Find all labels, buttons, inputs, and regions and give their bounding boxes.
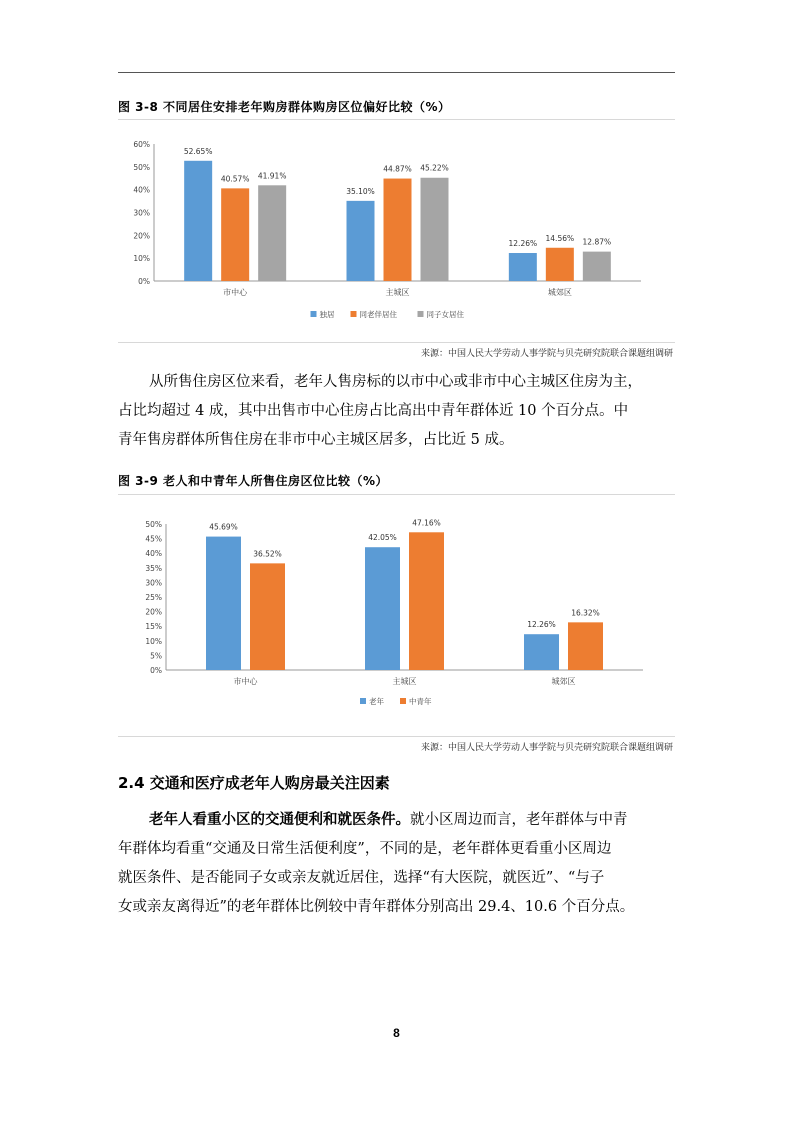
y-tick-label: 10% [133,254,150,264]
data-label: 16.32% [571,608,600,618]
y-tick-label: 25% [145,593,162,602]
y-tick-label: 15% [145,622,162,632]
paragraph-line: 就医条件、是否能同子女或亲友就近居住，选择“有大医院，就医近”、“与子 [118,870,605,886]
data-label: 12.26% [527,620,556,630]
data-label: 42.05% [368,533,397,543]
legend-swatch [351,311,357,317]
data-label: 12.87% [582,237,612,247]
x-category-label: 市中心 [223,288,248,297]
body-paragraph [118,806,678,922]
data-label: 52.65% [183,146,213,156]
x-category-label: 城郊区 [547,288,572,297]
bar [509,253,537,281]
data-label: 47.16% [412,518,441,528]
figure-source: 来源：中国人民大学劳动人事学院与贝壳研究院联合课题组调研 [420,349,673,359]
figure-bottom-rule [118,736,675,737]
data-label: 12.26% [508,239,538,249]
legend-swatch [311,311,317,317]
paragraph-line: 从所售住房区位来看，老年人售房标的以市中心或非市中心主城区住房为主， [149,374,642,390]
bar [583,252,611,281]
y-tick-label: 35% [145,563,162,573]
y-tick-label: 30% [133,208,150,218]
bar [221,188,249,281]
bar [546,248,574,281]
legend-label: 中青年 [409,697,432,706]
data-label: 44.87% [383,164,412,174]
paragraph-line: 年群体均看重“交通及日常生活便利度”，不同的是，老年群体更看重小区周边 [118,841,612,857]
bar [421,178,449,281]
data-label: 45.22% [420,163,449,173]
figure-title: 图 3-9 老人和中青年人所售住房区位比较（%） [118,474,389,488]
legend-swatch [418,311,424,317]
figure-bottom-rule [118,342,675,343]
data-label: 14.56% [545,233,575,243]
paragraph-line: 女或亲友离得近”的老年群体比例较中青年群体分别高出 29.4、10.6 个百分点。 [118,899,635,915]
x-category-label: 主城区 [392,677,417,686]
y-tick-label: 60% [133,140,150,149]
y-tick-label: 0% [138,277,150,286]
bar [250,563,285,670]
legend-label: 老年 [369,697,384,706]
bar [258,185,286,281]
x-category-label: 城郊区 [551,677,576,686]
page-number: 8 [393,1026,400,1040]
y-tick-label: 30% [145,578,162,588]
x-category-label: 市中心 [233,677,258,686]
y-tick-label: 0% [150,666,162,675]
bar [184,161,212,281]
bar [206,537,241,670]
bar [365,547,400,670]
body-paragraph [118,368,678,455]
data-label: 41.91% [257,171,287,181]
paragraph-line: 青年售房群体所售住房在非市中心主城区居多，占比近 5 成。 [118,432,514,448]
y-tick-label: 50% [133,162,150,172]
paragraph-text: 就小区周边而言，老年群体与中青 [410,812,628,828]
legend-label: 独居 [319,310,335,319]
section-heading: 2.4 交通和医疗成老年人购房最关注因素 [118,774,390,792]
bar [568,622,603,670]
data-label: 45.69% [209,522,238,532]
paragraph-line [118,806,678,835]
legend-swatch [360,698,366,704]
figure-title: 图 3-8 不同居住安排老年购房群体购房区位偏好比较（%） [118,100,451,114]
paragraph-line: 占比均超过 4 成，其中出售市中心住房占比高出中青年群体近 10 个百分点。中 [118,403,629,419]
y-tick-label: 10% [145,636,162,646]
paragraph-bold-lead: 老年人看重小区的交通便利和就医条件。 [149,812,410,828]
bar-chart-2 [118,508,678,713]
bar [347,201,375,281]
figure-source: 来源：中国人民大学劳动人事学院与贝壳研究院联合课题组调研 [420,743,673,753]
y-tick-label: 45% [145,534,162,544]
y-tick-label: 40% [145,549,162,559]
x-category-label: 主城区 [385,288,410,297]
legend-label: 同老伴居住 [359,310,397,319]
legend-swatch [400,698,406,704]
header-rule [118,72,675,73]
legend-label: 同子女居住 [426,310,464,319]
bar [409,532,444,670]
data-label: 36.52% [253,549,282,559]
data-label: 40.57% [220,174,250,184]
y-tick-label: 5% [150,651,162,661]
figure-top-rule [118,119,675,120]
y-tick-label: 20% [133,231,150,241]
bar [524,634,559,670]
y-tick-label: 50% [145,520,162,529]
data-label: 35.10% [346,186,375,196]
y-tick-label: 20% [145,607,162,617]
y-tick-label: 40% [133,185,150,195]
figure-top-rule [118,494,675,495]
bar [384,179,412,281]
bar-chart-1 [118,128,678,328]
